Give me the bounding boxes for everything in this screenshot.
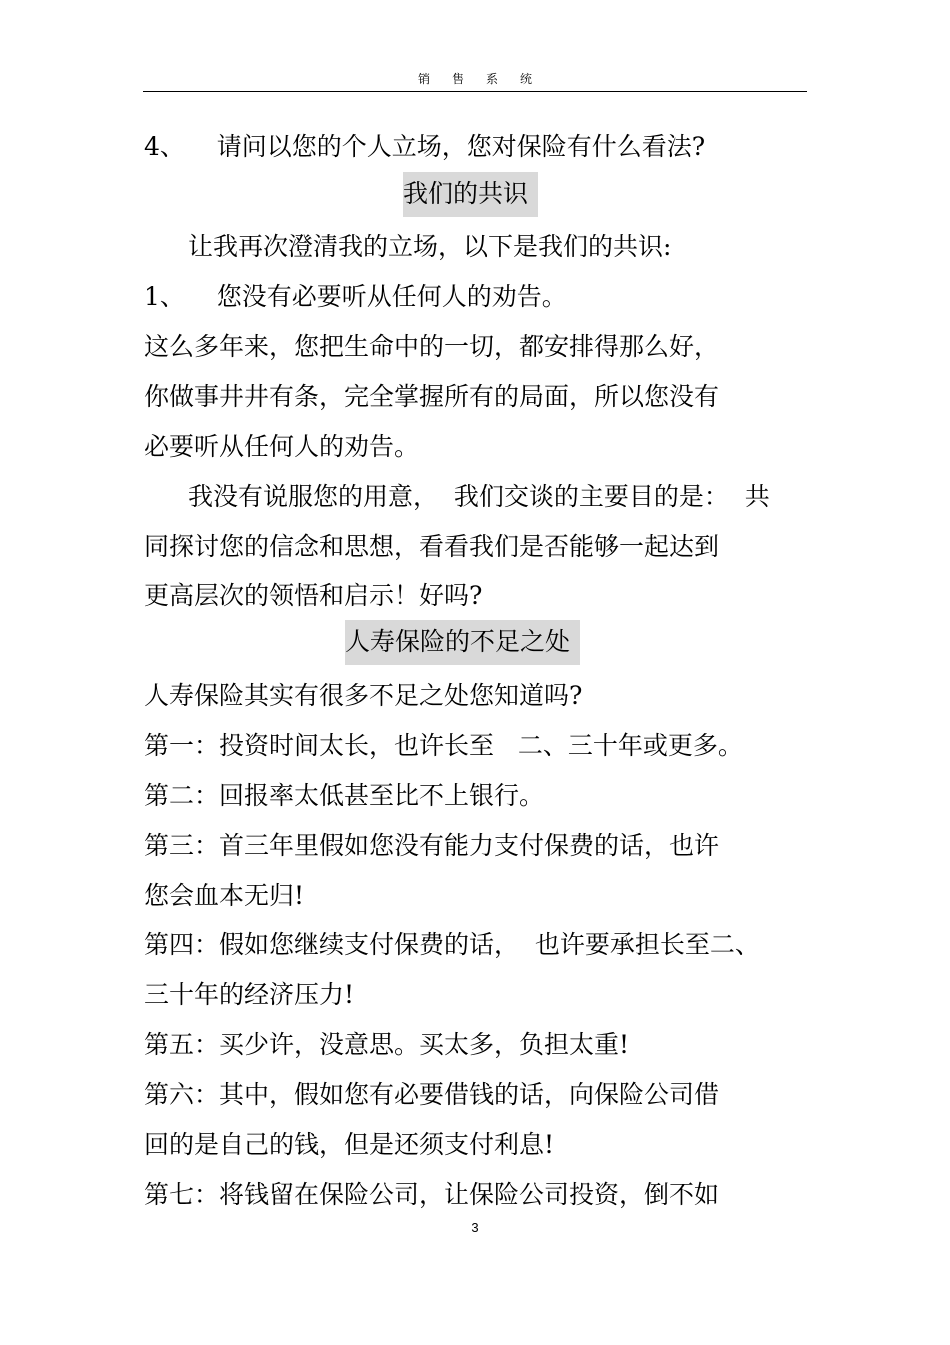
shortcoming-6-line-2: 回的是自己的钱，但是还须支付利息! [144,1130,555,1159]
paragraph-2-line-1: 我没有说服您的用意， 我们交谈的主要目的是： 共 [188,482,770,511]
header-divider [143,91,807,92]
section-heading-consensus: 我们的共识 [403,172,538,217]
shortcoming-5: 第五：买少许，没意思。买太多，负担太重! [144,1030,630,1059]
paragraph-1-line-3: 必要听从任何人的劝告。 [144,432,420,461]
page-header-title: 销售系统 [417,72,554,86]
consensus-item-1: 1、 您没有必要听从任何人的劝告。 [144,282,567,311]
shortcomings-lead: 人寿保险其实有很多不足之处您知道吗? [144,681,583,710]
section-heading-shortcomings: 人寿保险的不足之处 [345,620,580,665]
shortcoming-7-line-1: 第七：将钱留在保险公司，让保险公司投资，倒不如 [144,1180,720,1209]
shortcoming-3-line-2: 您会血本无归! [144,881,305,910]
shortcoming-6-line-1: 第六：其中，假如您有必要借钱的话，向保险公司借 [144,1080,720,1109]
shortcoming-1: 第一：投资时间太长，也许长至 二、三十年或更多。 [144,731,743,760]
consensus-intro: 让我再次澄清我的立场，以下是我们的共识: [188,232,672,261]
shortcoming-3-line-1: 第三：首三年里假如您没有能力支付保费的话，也许 [144,831,720,860]
shortcoming-4-line-1: 第四：假如您继续支付保费的话， 也许要承担长至二、 [144,930,760,959]
question-4: 4、 请问以您的个人立场，您对保险有什么看法? [144,132,706,161]
shortcoming-2: 第二：回报率太低甚至比不上银行。 [144,781,545,810]
paragraph-1-line-2: 你做事井井有条，完全掌握所有的局面，所以您没有 [144,382,720,411]
shortcoming-4-line-2: 三十年的经济压力! [144,980,355,1009]
paragraph-1-line-1: 这么多年来，您把生命中的一切，都安排得那么好， [144,332,720,361]
paragraph-2-line-2: 同探讨您的信念和思想，看看我们是否能够一起达到 [144,532,720,561]
page-number: 3 [471,1220,479,1235]
paragraph-2-line-3: 更高层次的领悟和启示！好吗? [144,581,483,610]
